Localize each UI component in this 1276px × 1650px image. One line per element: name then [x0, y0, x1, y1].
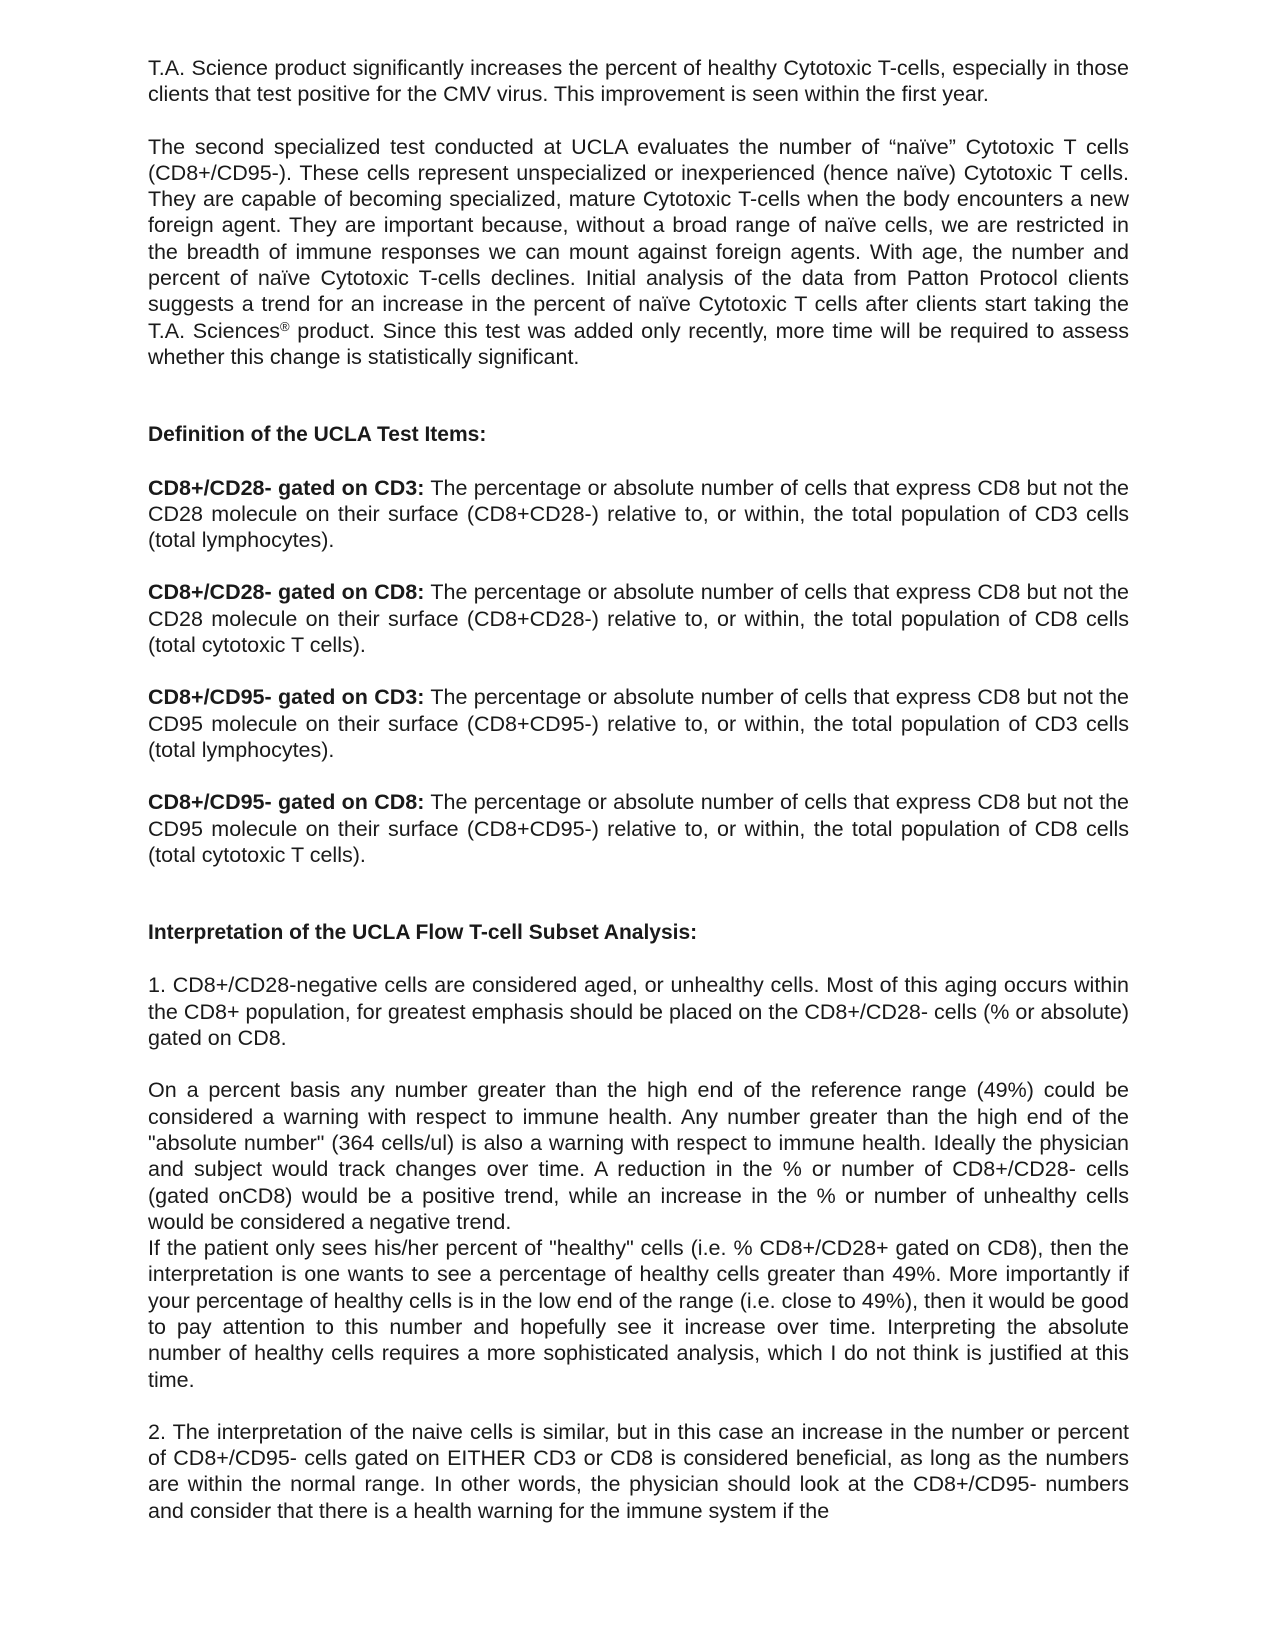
- definition-term: CD8+/CD95- gated on CD8:: [148, 790, 425, 815]
- definitions-heading: Definition of the UCLA Test Items:: [148, 423, 487, 447]
- definition-term: CD8+/CD95- gated on CD3:: [148, 685, 425, 710]
- interpretation-paragraph-2: On a percent basis any number greater than the high end of the reference range (49%) could be considered a warning with respect to immune health. Any number greater than the high end of the "absolute number" (364 cells/ul) is also a warning with respect to immune health. Ideally the physician and subject would track changes over time. A reduction in the % or number of CD8+/CD28- cells (gated onCD8) would be a positive trend, while an increase in the % or number of unhealthy cells would be considered a negative trend.: [148, 1078, 1129, 1234]
- definition-item: [148, 789, 1129, 868]
- interpretation-paragraph-4: 2. The interpretation of the naive cells is similar, but in this case an increase in the number or percent of CD8+/CD95- cells gated on EITHER CD3 or CD8 is considered beneficial, as long as the numbers are within the normal range. In other words, the physician should look at the CD8+/CD95- numbers and consider that there is a health warning for the immune system if the: [148, 1419, 1129, 1523]
- interpretation-heading: Interpretation of the UCLA Flow T-cell Subset Analysis:: [148, 921, 698, 945]
- intro-paragraph-2: [148, 134, 1129, 371]
- interpretation-paragraph-1: 1. CD8+/CD28-negative cells are considered aged, or unhealthy cells. Most of this aging occurs within the CD8+ population, for greatest emphasis should be placed on the CD8+/CD28- cells (% or absolute) gated on CD8.: [148, 973, 1129, 1051]
- registered-mark: ®: [279, 318, 290, 334]
- definition-item: [148, 475, 1129, 554]
- definition-item: [148, 579, 1129, 658]
- definition-term: CD8+/CD28- gated on CD8:: [148, 580, 425, 605]
- document-page: [148, 55, 1129, 1524]
- definition-text: The percentage or absolute number of cells that express CD8 but not the CD95 molecule on their surface (CD8+CD95-) relative to, or within, the total population of CD8 cells (total cytotoxic T cells).: [148, 790, 1129, 867]
- intro-paragraph-1: T.A. Science product significantly increases the percent of healthy Cytotoxic T-cells, especially in those clients that test positive for the CMV virus. This improvement is seen within the first year.: [148, 56, 1129, 107]
- definition-text: The percentage or absolute number of cells that express CD8 but not the CD95 molecule on their surface (CD8+CD95-) relative to, or within, the total population of CD3 cells (total lymphocytes).: [148, 685, 1129, 762]
- definition-text: The percentage or absolute number of cells that express CD8 but not the CD28 molecule on their surface (CD8+CD28-) relative to, or within, the total population of CD3 cells (total lymphocytes).: [148, 475, 1129, 553]
- definition-term: CD8+/CD28- gated on CD3:: [148, 475, 425, 500]
- intro-paragraph-2-text-a: The second specialized test conducted at UCLA evaluates the number of “naïve” Cytotoxic T cells (CD8+/CD95-). These cells represent unspecialized or inexperienced (hence naïve) Cytotoxic T cells. They are capable of becoming specialized, mature Cytotoxic T-cells when the body encounters a new foreign agent. They are important because, without a broad range of naïve cells, we are restricted in the breadth of immune responses we can mount against foreign agents. With age, the number and percent of naïve Cytotoxic T-cells declines. Initial analysis of the data from Patton Protocol clients suggests a trend for an increase in the percent of naïve Cytotoxic T cells after clients start taking the T.A. Sciences: [148, 134, 1129, 343]
- definition-text: The percentage or absolute number of cells that express CD8 but not the CD28 molecule on their surface (CD8+CD28-) relative to, or within, the total population of CD8 cells (total cytotoxic T cells).: [148, 580, 1129, 658]
- intro-paragraph-2-text-b: product. Since this test was added only recently, more time will be required to assess whether this change is statistically significant.: [148, 318, 1129, 369]
- definition-item: [148, 684, 1129, 763]
- interpretation-paragraph-3: If the patient only sees his/her percent of "healthy" cells (i.e. % CD8+/CD28+ gated on CD8), then the interpretation is one wants to see a percentage of healthy cells greater than 49%. More importantly if your percentage of healthy cells is in the low end of the range (i.e. close to 49%), then it would be good to pay attention to this number and hopefully see it increase over time. Interpreting the absolute number of healthy cells requires a more sophisticated analysis, which I do not think is justified at this time.: [148, 1236, 1129, 1392]
